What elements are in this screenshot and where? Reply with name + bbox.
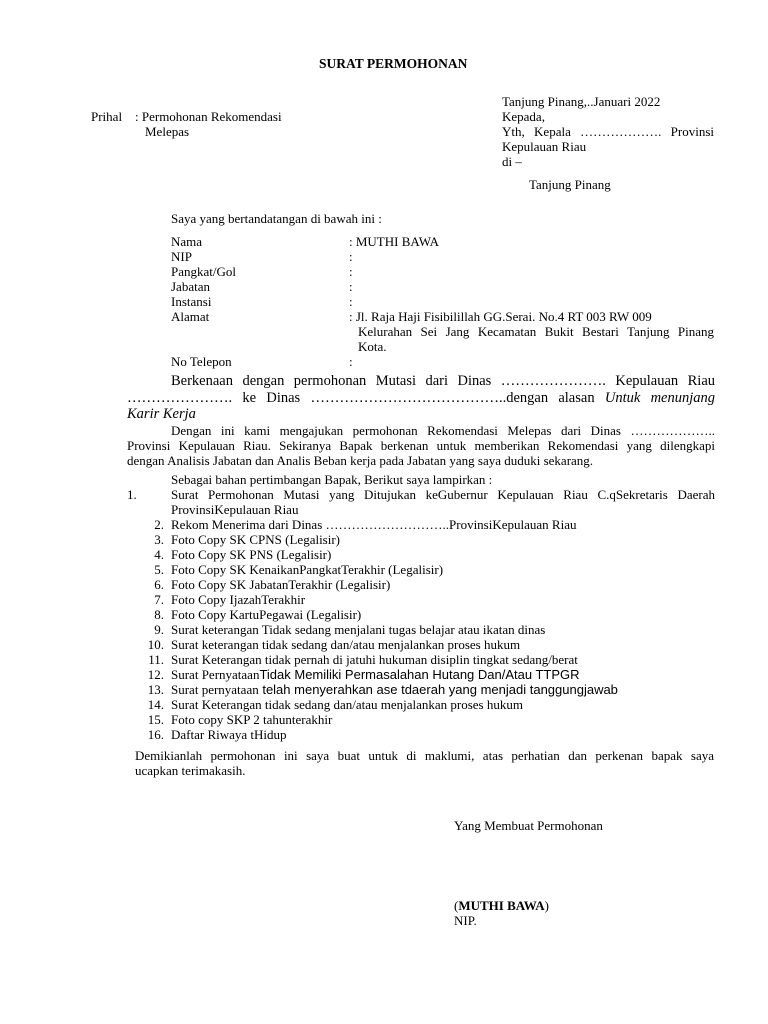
- list-item: 4. Foto Copy SK PNS (Legalisir): [154, 547, 332, 562]
- identity-value-instansi: :: [349, 294, 353, 309]
- closing-line2: ucapkan terimakasih.: [135, 763, 246, 778]
- intro-text: Saya yang bertandatangan di bawah ini :: [171, 211, 382, 226]
- attachments-intro: Sebagai bahan pertimbangan Bapak, Berikut saya lampirkan :: [171, 472, 493, 487]
- list-item: 13. Surat pernyataan telah menyerahkan ase tdaerah yang menjadi tanggungjawab: [147, 682, 618, 697]
- list-item: 5. Foto Copy SK KenaikanPangkatTerakhir (Legalisir): [154, 562, 444, 577]
- para2-line3: dengan Analisis Jabatan dan Analis Beban kerja pada Jabatan yang saya duduki sekarang.: [127, 453, 594, 468]
- identity-value-nip: :: [349, 249, 353, 264]
- list-item: 3. Foto Copy SK CPNS (Legalisir): [154, 532, 341, 547]
- list-item: 16. Daftar Riwaya tHidup: [147, 727, 287, 742]
- identity-label-instansi: Instansi: [171, 294, 212, 309]
- list-item: 12. Surat PernyataanTidak Memiliki Permasalahan Hutang Dan/Atau TTPGR: [147, 667, 580, 682]
- identity-label-pangkat: Pangkat/Gol: [171, 264, 236, 279]
- list-item: 10. Surat keterangan tidak sedang dan/atau menjalankan proses hukum: [147, 637, 521, 652]
- recipient-to: Kepada,: [502, 109, 545, 124]
- para1-line2-text: …………………. ke Dinas …………………………………..dengan alasan: [127, 390, 595, 406]
- list-item: 1. Surat Permohonan Mutasi yang Ditujukan keGubernur Kepulauan Riau C.qSekretaris Daerah: [127, 487, 715, 502]
- list-item: 8. Foto Copy KartuPegawai (Legalisir): [154, 607, 362, 622]
- identity-value-jabatan: :: [349, 279, 353, 294]
- prihal-subject-cont: Melepas: [145, 124, 190, 139]
- list-item: 6. Foto Copy SK JabatanTerakhir (Legalisir): [154, 577, 391, 592]
- list-item: 15. Foto copy SKP 2 tahunterakhir: [147, 712, 333, 727]
- list-item: 2. Rekom Menerima dari Dinas ………………………..ProvinsiKepulauan Riau: [154, 517, 577, 532]
- para2-line2: Provinsi Kepulauan Riau. Sekiranya Bapak berkenan untuk memberikan Rekomendasi yang dilengkapi: [127, 438, 715, 453]
- list-item: 9. Surat keterangan Tidak sedang menjalani tugas belajar atau ikatan dinas: [154, 622, 546, 637]
- identity-label-alamat: Alamat: [171, 309, 210, 324]
- para1-line2: [127, 390, 715, 407]
- list-item: 14. Surat Keterangan tidak sedang dan/atau menjalankan proses hukum: [147, 697, 523, 712]
- recipient-city: Tanjung Pinang: [529, 177, 611, 192]
- document-title: SURAT PERMOHONAN: [319, 56, 468, 71]
- identity-label-jabatan: Jabatan: [171, 279, 210, 294]
- phone-value: :: [349, 354, 353, 369]
- identity-value-pangkat: :: [349, 264, 353, 279]
- attachments-list: [127, 487, 715, 742]
- closing-line1: Demikianlah permohonan ini saya buat untuk di maklumi, atas perhatian dan perkenan bapak saya: [135, 748, 714, 763]
- address-line-3: Kota.: [358, 339, 387, 354]
- para1-line1: Berkenaan dengan permohonan Mutasi dari Dinas …………………. Kepulauan Riau: [171, 373, 715, 389]
- signature-label: Yang Membuat Permohonan: [454, 818, 603, 833]
- place-date: Tanjung Pinang,..Januari 2022: [502, 94, 661, 109]
- prihal-subject: : Permohonan Rekomendasi: [135, 109, 282, 124]
- signature-nip: NIP.: [454, 913, 477, 928]
- list-item: 11. Surat Keterangan tidak pernah di jatuhi hukuman disiplin tingkat sedang/berat: [148, 652, 578, 667]
- recipient-yth: Yth, Kepala ………………. Provinsi: [502, 124, 714, 139]
- list-item: 7. Foto Copy IjazahTerakhir: [154, 592, 306, 607]
- identity-label-nama: Nama: [171, 234, 203, 249]
- identity-value-nama: : MUTHI BAWA: [349, 234, 439, 249]
- signature-name: (MUTHI BAWA): [454, 898, 550, 913]
- identity-value-alamat: : Jl. Raja Haji Fisibilillah GG.Serai. No.4 RT 003 RW 009: [349, 309, 652, 324]
- identity-label-nip: NIP: [171, 249, 192, 264]
- para2-line1: Dengan ini kami mengajukan permohonan Rekomendasi Melepas dari Dinas ………………..: [171, 423, 715, 438]
- recipient-di: di –: [502, 154, 522, 169]
- recipient-province: Kepulauan Riau: [502, 139, 587, 154]
- para1-line3: [127, 406, 196, 423]
- para1-reason: Untuk menunjang: [604, 390, 716, 406]
- signer-name: MUTHI BAWA: [458, 898, 545, 913]
- para1-reason-cont: Karir Kerja: [127, 406, 196, 422]
- address-line-2: Kelurahan Sei Jang Kecamatan Bukit Bestari Tanjung Pinang: [358, 324, 714, 339]
- list-item-cont: ProvinsiKepulauan Riau: [171, 502, 299, 517]
- prihal-label: Prihal: [91, 109, 123, 124]
- phone-label: No Telepon: [171, 354, 232, 369]
